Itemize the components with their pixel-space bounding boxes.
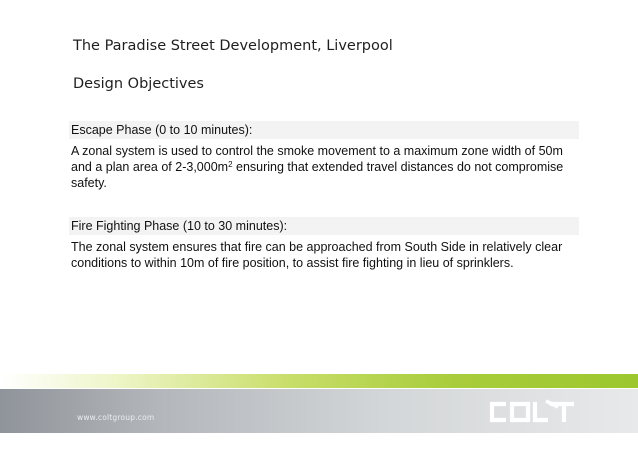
logo-text: COLT <box>532 420 535 421</box>
fire-fighting-phase-section <box>69 217 579 271</box>
section-body: The zonal system ensures that fire can be approached from South Side in relatively clear conditions to within 10m of fire position, to assist fire fighting in lieu of sprinklers. <box>71 240 563 270</box>
footer-url: www.coltgroup.com <box>77 413 155 422</box>
bottom-margin <box>0 433 638 451</box>
section-heading: Fire Fighting Phase (10 to 30 minutes): <box>69 217 579 235</box>
accent-bar <box>0 374 638 388</box>
colt-logo <box>486 398 578 426</box>
superscript: 2 <box>228 160 233 169</box>
body-text-start: A zonal system is used to control the smoke movement to a maximum zone width of 50m and a plan area of 2-3,000m <box>71 144 563 174</box>
page-title: The Paradise Street Development, Liverpool <box>73 38 393 54</box>
page-subtitle: Design Objectives <box>73 76 204 92</box>
body-text-end: ensuring that extended travel distances do not compromise safety. <box>71 160 564 190</box>
escape-phase-section <box>69 121 579 191</box>
section-heading: Escape Phase (0 to 10 minutes): <box>69 121 579 139</box>
section-body <box>69 143 579 191</box>
